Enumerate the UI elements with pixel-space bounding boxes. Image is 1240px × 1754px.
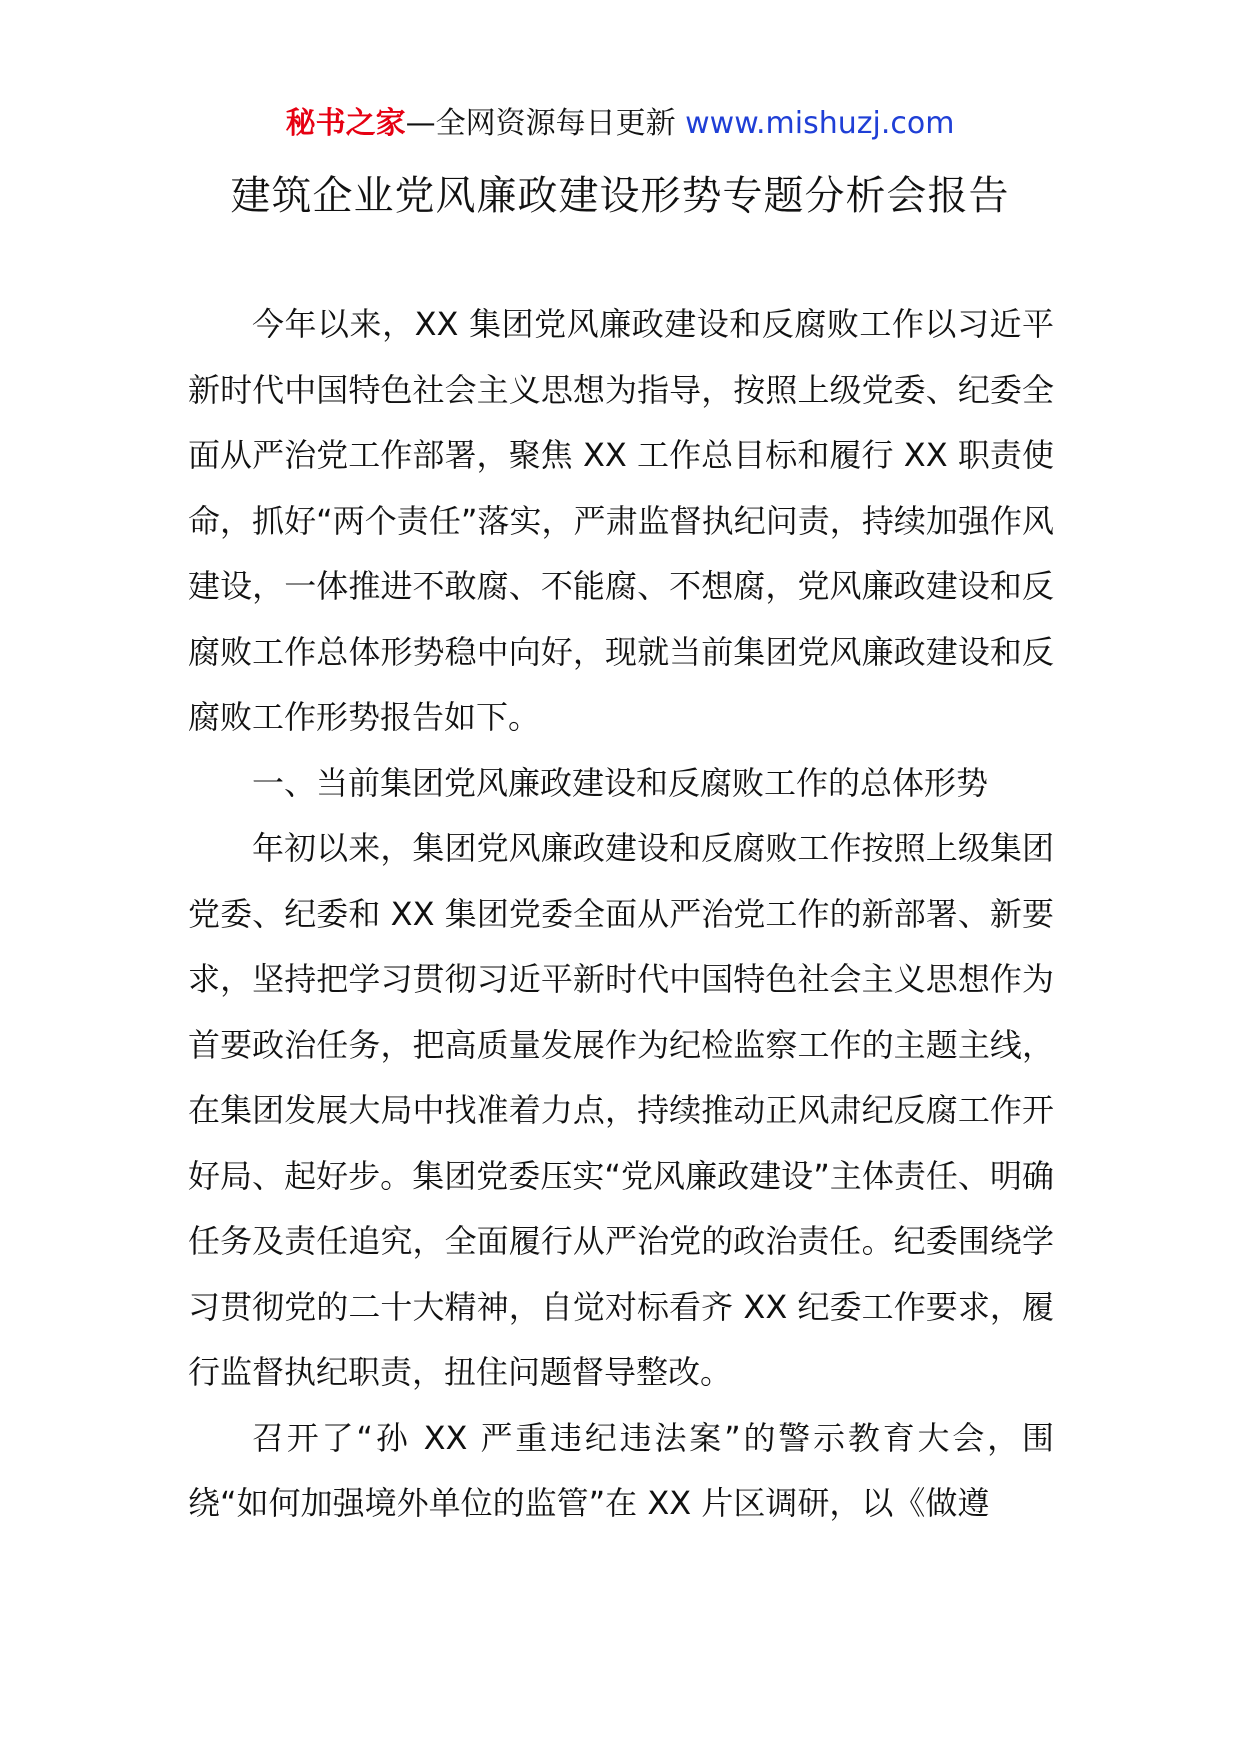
paragraph-continued: 召开了“孙 XX 严重违纪违法案”的警示教育大会，围绕“如何加强境外单位的监管”在 XX 片区调研，以《做遵 xyxy=(188,1418,1054,1522)
section-heading-1: 一、当前集团党风廉政建设和反腐败工作的总体形势 xyxy=(252,763,989,802)
site-header xyxy=(0,102,1240,146)
paragraph-overview: 年初以来，集团党风廉政建设和反腐败工作按照上级集团党委、纪委和 XX 集团党委全面从严治党工作的新部署、新要求，坚持把学习贯彻习近平新时代中国特色社会主义思想作为首要政治任务，把高质量发展作为纪检监察工作的主题主线，在集团发展大局中找准着力点，持续推动正风肃纪反腐工作开好局、起好步。集团党委压实“党风廉政建设”主体责任、明确任务及责任追究，全面履行从严治党的政治责任。纪委围绕学习贯彻党的二十大精神，自觉对标看齐 XX 纪委工作要求，履行监督执纪职责，扭住问题督导整改。 xyxy=(188,829,1054,1391)
paragraph-intro: 今年以来，XX 集团党风廉政建设和反腐败工作以习近平新时代中国特色社会主义思想为指导，按照上级党委、纪委全面从严治党工作部署，聚焦 XX 工作总目标和履行 XX 职责使命，抓好“两个责任”落实，严肃监督执纪问责，持续加强作风建设，一体推进不敢腐、不能腐、不想腐，党风廉政建设和反腐败工作总体形势稳中向好，现就当前集团党风廉政建设和反腐败工作形势报告如下。 xyxy=(188,305,1054,736)
brand-name: 秘书之家 xyxy=(285,106,406,141)
document-body xyxy=(188,292,1054,1537)
site-url[interactable]: www.mishuzj.com xyxy=(685,106,955,141)
header-tagline: —全网资源每日更新 xyxy=(405,106,686,141)
document-title: 建筑企业党风廉政建设形势专题分析会报告 xyxy=(230,173,1010,219)
